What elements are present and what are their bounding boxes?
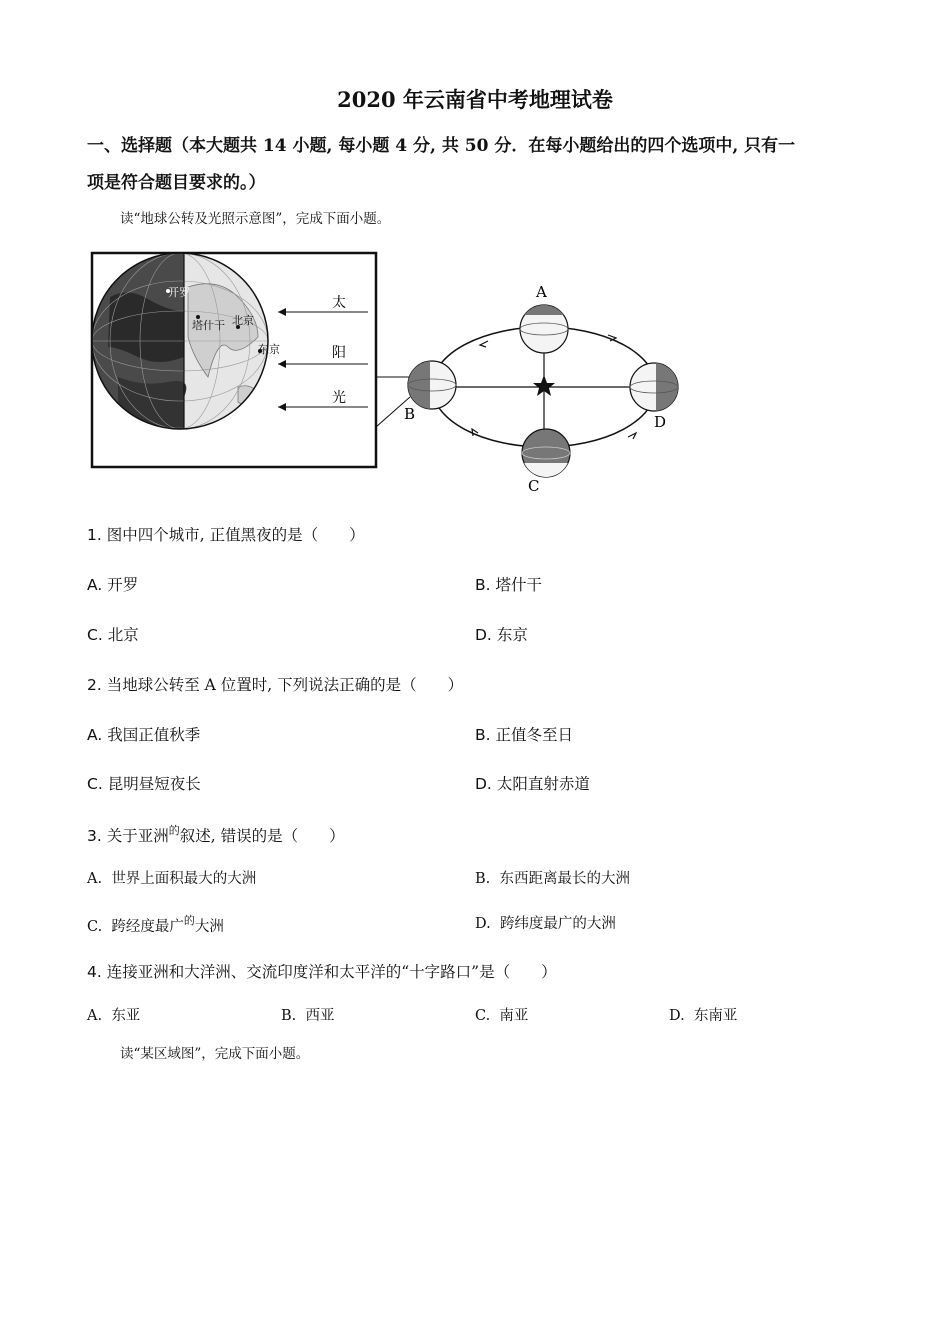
q4-option-b[interactable]: B. 西亚: [281, 1008, 335, 1024]
q3-option-a[interactable]: A. 世界上面积最大的大洲: [87, 871, 257, 887]
q3-option-b[interactable]: B. 东西距离最长的大洲: [475, 871, 630, 887]
city-label-tashkent: 塔什干: [192, 319, 225, 332]
question-3: 3. 关于亚洲$^的$叙述, 错误的是（ ）: [87, 824, 345, 845]
position-label-c: C: [528, 477, 540, 495]
q2-option-d[interactable]: D. 太阳直射赤道: [475, 775, 590, 793]
q2-option-b[interactable]: B. 正值冬至日: [475, 726, 574, 744]
position-label-d: D: [654, 413, 667, 431]
sunlight-char-1: 太: [332, 295, 346, 311]
earth-position-a: [520, 305, 568, 353]
q2-option-a[interactable]: A. 我国正值秋季: [87, 726, 201, 744]
figure-intro: 读“地球公转及光照示意图”，完成下面小题。: [120, 211, 391, 227]
q3-option-d[interactable]: D. 跨纬度最广的大洲: [475, 916, 616, 932]
q4-option-a[interactable]: A. 东亚: [87, 1008, 141, 1024]
city-label-tokyo: 东京: [258, 343, 280, 356]
q1-option-b[interactable]: B. 塔什干: [475, 576, 543, 594]
q4-option-d[interactable]: D. 东南亚: [669, 1008, 738, 1024]
question-1: 1. 图中四个城市, 正值黑夜的是（ ）: [87, 526, 365, 544]
earth-position-b: [408, 361, 456, 409]
position-label-b: B: [404, 405, 416, 423]
earth-position-c: [522, 429, 570, 477]
q1-option-a[interactable]: A. 开罗: [87, 576, 139, 594]
sunlight-char-3: 光: [332, 390, 346, 406]
position-label-a: A: [536, 283, 547, 301]
question-4: 4. 连接亚洲和大洋洲、交流印度洋和太平洋的“十字路口”是（ ）: [87, 963, 557, 981]
q1-option-c[interactable]: C. 北京: [87, 626, 139, 644]
earth-position-d: [630, 363, 678, 411]
map-intro: 读“某区域图”，完成下面小题。: [120, 1046, 310, 1062]
q4-option-c[interactable]: C. 南亚: [475, 1008, 529, 1024]
sunlight-char-2: 阳: [332, 345, 346, 361]
section-heading-line2: 项是符合题目要求的。）: [87, 173, 266, 193]
page-title: 2020 年云南省中考地理试卷: [337, 87, 613, 112]
section-heading-line1: 一、选择题（本大题共 14 小题, 每小题 4 分, 共 50 分．在每小题给出的四个选项中, 只有一: [87, 136, 796, 156]
earth-revolution-figure: [88, 237, 680, 499]
question-2: 2. 当地球公转至 A 位置时, 下列说法正确的是（ ）: [87, 676, 464, 694]
city-label-beijing: 北京: [232, 314, 254, 327]
q1-option-d[interactable]: D. 东京: [475, 626, 528, 644]
q2-option-c[interactable]: C. 昆明昼短夜长: [87, 775, 201, 793]
city-label-cairo: 开罗: [168, 286, 190, 299]
q3-option-c[interactable]: C. 跨经度最广$^的$大洲: [87, 914, 224, 935]
